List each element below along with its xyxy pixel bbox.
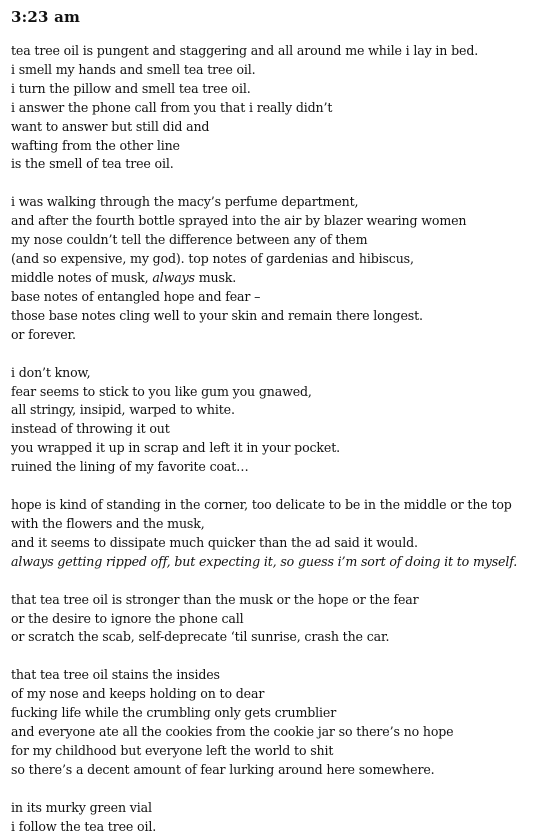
poem-line: i don’t know, (11, 364, 91, 380)
poem-line: wafting from the other line (11, 137, 180, 153)
poem-line: i smell my hands and smell tea tree oil. (11, 61, 256, 77)
poem-line-with-emphasis (11, 269, 526, 288)
poem-line: or scratch the scab, self-deprecate ‘til sunrise, crash the car. (11, 629, 390, 645)
stanza-7 (11, 799, 526, 837)
poem-line: or the desire to ignore the phone call (11, 610, 244, 626)
poem-line: or forever. (11, 326, 76, 342)
poem-line: you wrapped it up in scrap and left it in your pocket. (11, 440, 340, 456)
poem-line: fucking life while the crumbling only gets crumblier (11, 705, 337, 721)
poem-line: and everyone ate all the cookies from the cookie jar so there’s no hope (11, 724, 454, 740)
poem-line-italic: always getting ripped off, but expecting it, so guess i’m sort of doing it to myself. (11, 553, 518, 569)
poem-line: in its murky green vial (11, 799, 152, 815)
stanza-4 (11, 496, 526, 572)
stanza-6 (11, 666, 526, 779)
poem-line: i was walking through the macy’s perfume department, (11, 194, 359, 210)
stanza-1 (11, 42, 526, 174)
poem-line: i follow the tea tree oil. (11, 818, 157, 834)
poem-line: my nose couldn’t tell the difference between any of them (11, 232, 368, 248)
poem-line: i answer the phone call from you that i really didn’t (11, 99, 333, 115)
poem-line: for my childhood but everyone left the world to shit (11, 743, 334, 758)
poem-line: those base notes cling well to your skin and remain there longest. (11, 307, 423, 323)
poem-title: 3:23 am (11, 8, 81, 26)
poem-line: i turn the pillow and smell tea tree oil. (11, 80, 251, 96)
stanza-2 (11, 193, 526, 344)
poem-line: all stringy, insipid, warped to white. (11, 402, 235, 418)
stanza-3 (11, 364, 526, 477)
poem-line: tea tree oil is pungent and staggering and all around me while i lay in bed. (11, 43, 479, 58)
poem-line: so there’s a decent amount of fear lurking around here somewhere. (11, 761, 435, 777)
emphasized-word: always (152, 269, 195, 285)
poem-line: is the smell of tea tree oil. (11, 156, 174, 172)
line-text-after: musk. (194, 269, 237, 285)
poem-line: (and so expensive, my god). top notes of gardenias and hibiscus, (11, 251, 414, 267)
poem-line: fear seems to stick to you like gum you gnawed, (11, 383, 312, 399)
poem-line: want to answer but still did and (11, 118, 210, 134)
stanza-5 (11, 591, 526, 648)
poem-line: instead of throwing it out (11, 421, 170, 437)
poem-line: hope is kind of standing in the corner, too delicate to be in the middle or the top (11, 497, 512, 513)
poem-line: with the flowers and the musk, (11, 515, 205, 531)
poem-line: ruined the lining of my favorite coat… (11, 459, 249, 475)
poem-line: and it seems to dissipate much quicker than the ad said it would. (11, 534, 418, 550)
poem-line: base notes of entangled hope and fear – (11, 288, 261, 304)
poem-line: and after the fourth bottle sprayed into the air by blazer wearing women (11, 213, 467, 229)
poem-line: that tea tree oil stains the insides (11, 667, 220, 683)
poem-line: that tea tree oil is stronger than the musk or the hope or the fear (11, 591, 419, 607)
poem-line: of my nose and keeps holding on to dear (11, 686, 265, 702)
line-text-before: middle notes of musk, (11, 269, 153, 285)
